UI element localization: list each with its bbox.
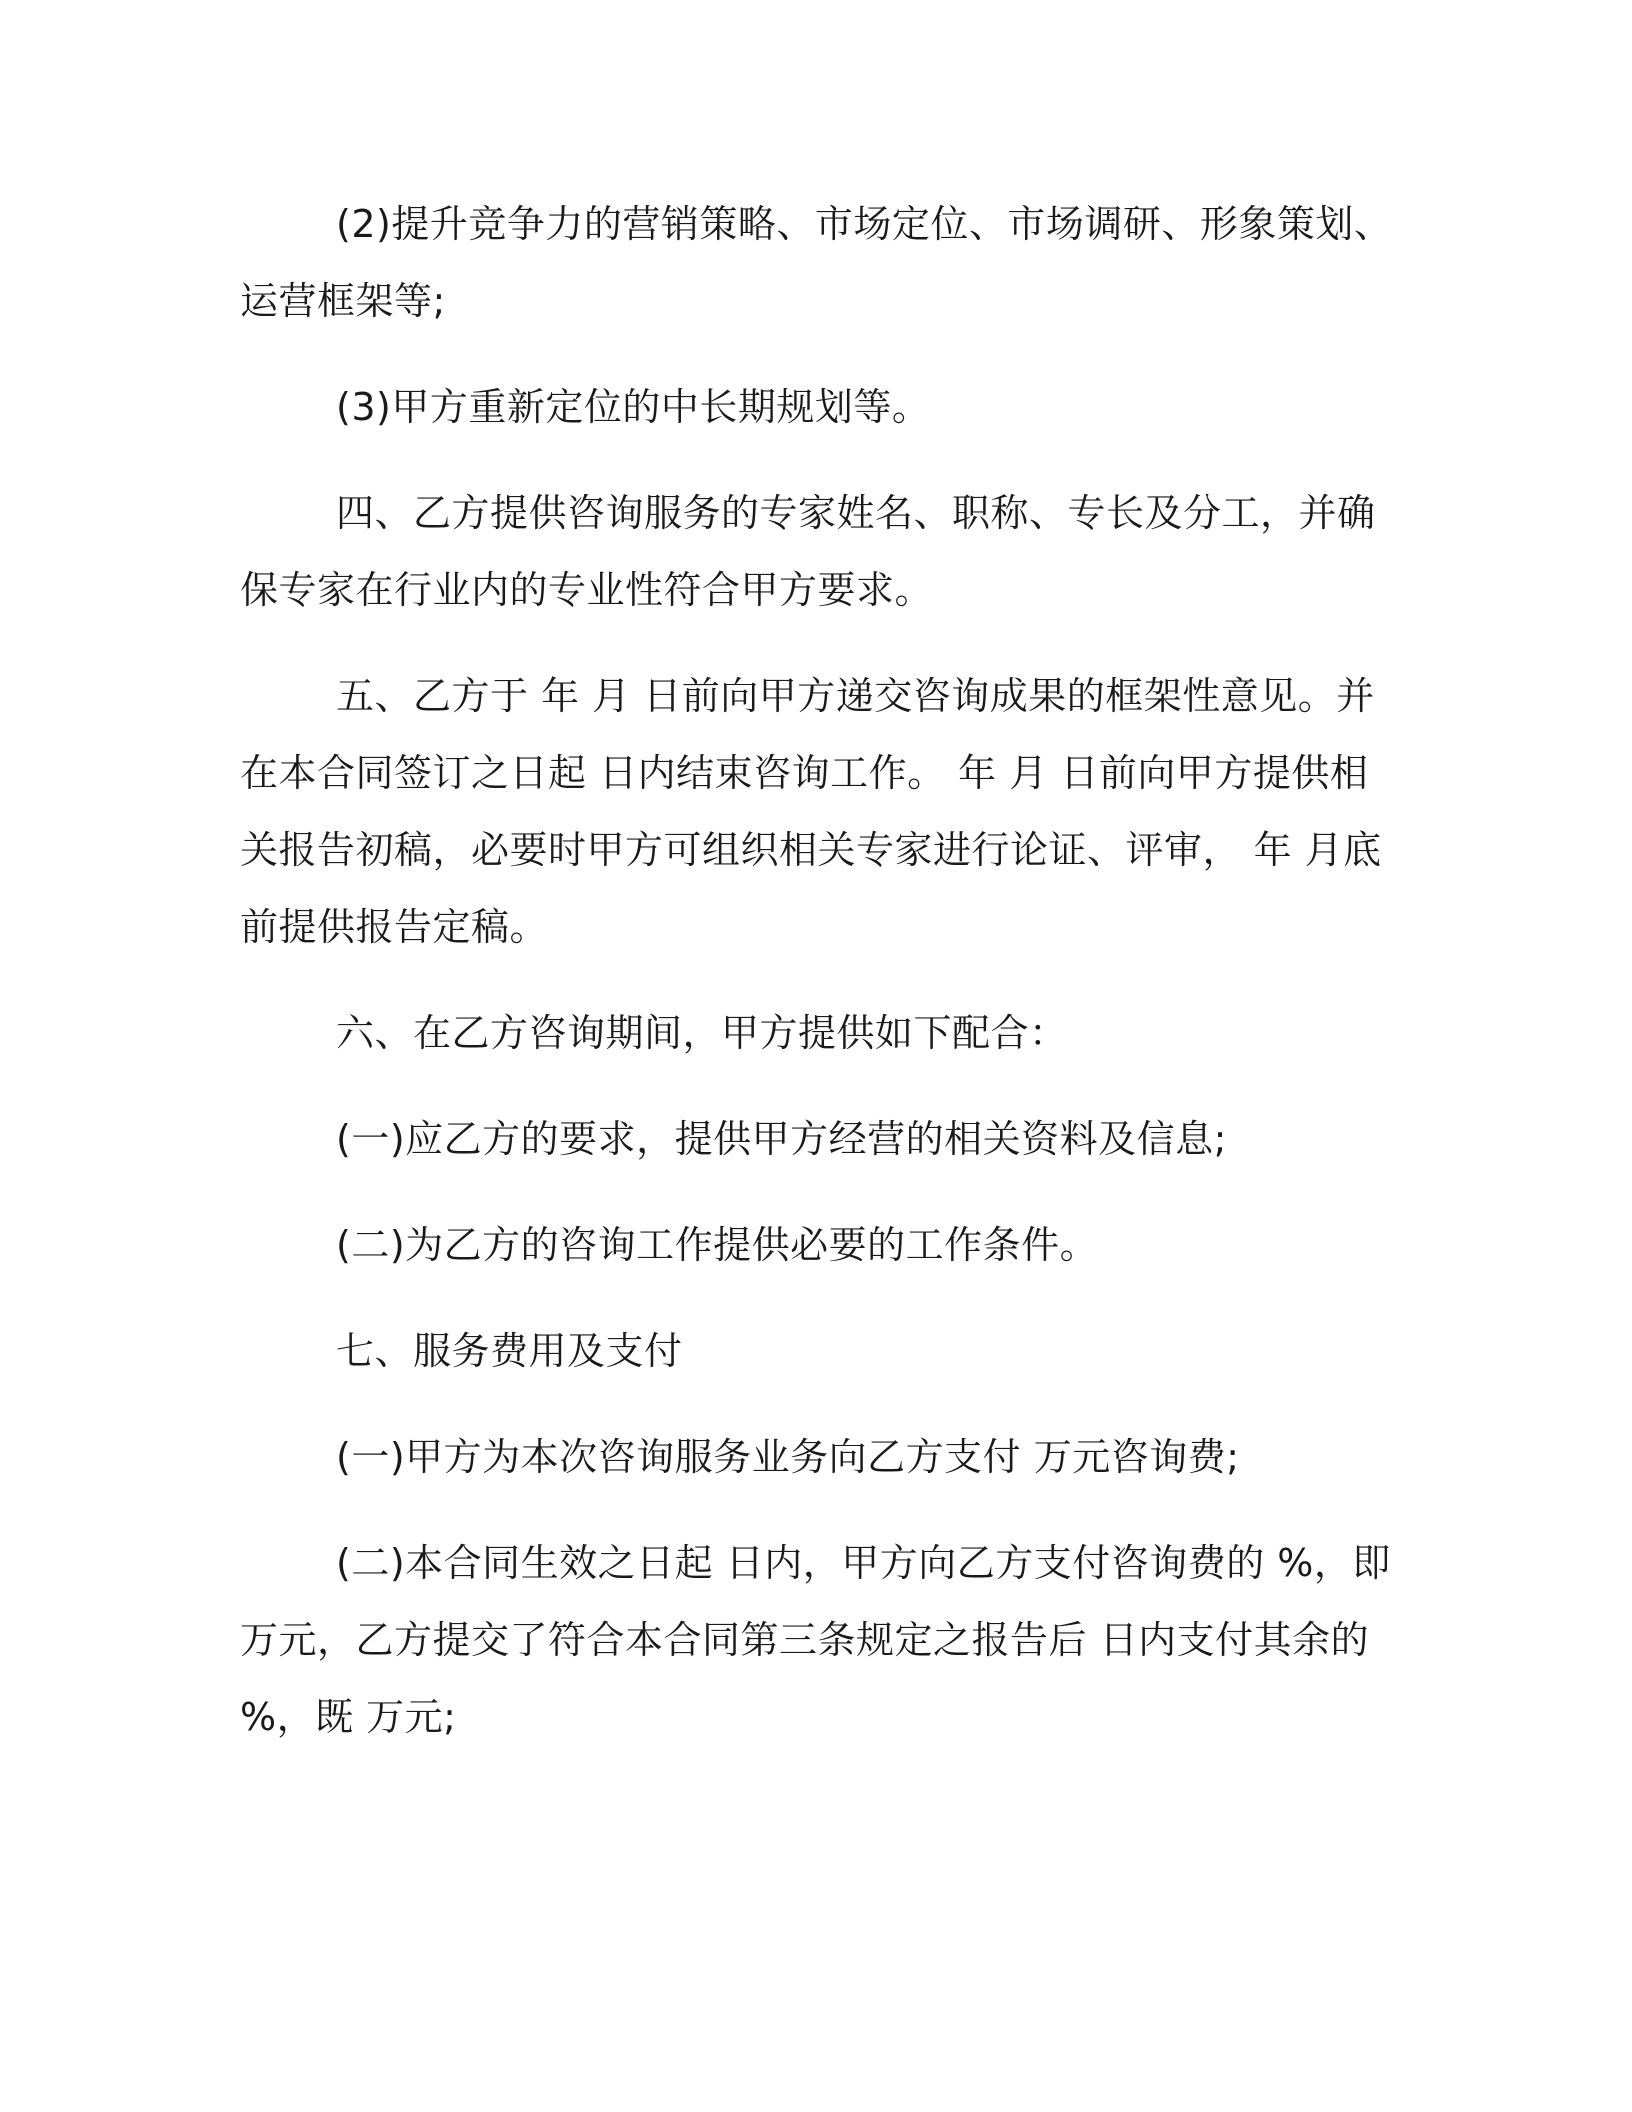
- paragraph-section-seven-fees: 七、服务费用及支付: [336, 1329, 683, 1373]
- paragraph-cooperation-item-two: (二)为乙方的咨询工作提供必要的工作条件。: [336, 1223, 1099, 1267]
- paragraph-section-five-schedule: 五、乙方于 年 月 日前向甲方递交咨询成果的框架性意见。并在本合同签订之日起 日内结束咨询工作。 年 月 日前向甲方提供相关报告初稿，必要时甲方可组织相关专家进行论证、评审， 年 月底前提供报告定稿。: [240, 674, 1382, 949]
- paragraph-fee-item-two: (二)本合同生效之日起 日内，甲方向乙方支付咨询费的 %，即 万元，乙方提交了符合本合同第三条规定之报告后 日内支付其余的 %，既 万元;: [240, 1541, 1391, 1739]
- paragraph-long-term-planning: (3)甲方重新定位的中长期规划等。: [336, 385, 931, 429]
- paragraph-section-four-experts: 四、乙方提供咨询服务的专家姓名、职称、专长及分工，并确保专家在行业内的专业性符合甲方要求。: [240, 491, 1376, 612]
- paragraph-marketing-strategy: (2)提升竞争力的营销策略、市场定位、市场调研、形象策划、运营框架等;: [240, 202, 1393, 323]
- document-body: [240, 186, 1400, 1785]
- paragraph-cooperation-item-one: (一)应乙方的要求，提供甲方经营的相关资料及信息;: [336, 1117, 1227, 1161]
- paragraph-fee-item-one: (一)甲方为本次咨询服务业务向乙方支付 万元咨询费;: [336, 1435, 1240, 1479]
- paragraph-section-six-cooperation: 六、在乙方咨询期间，甲方提供如下配合：: [336, 1011, 1068, 1055]
